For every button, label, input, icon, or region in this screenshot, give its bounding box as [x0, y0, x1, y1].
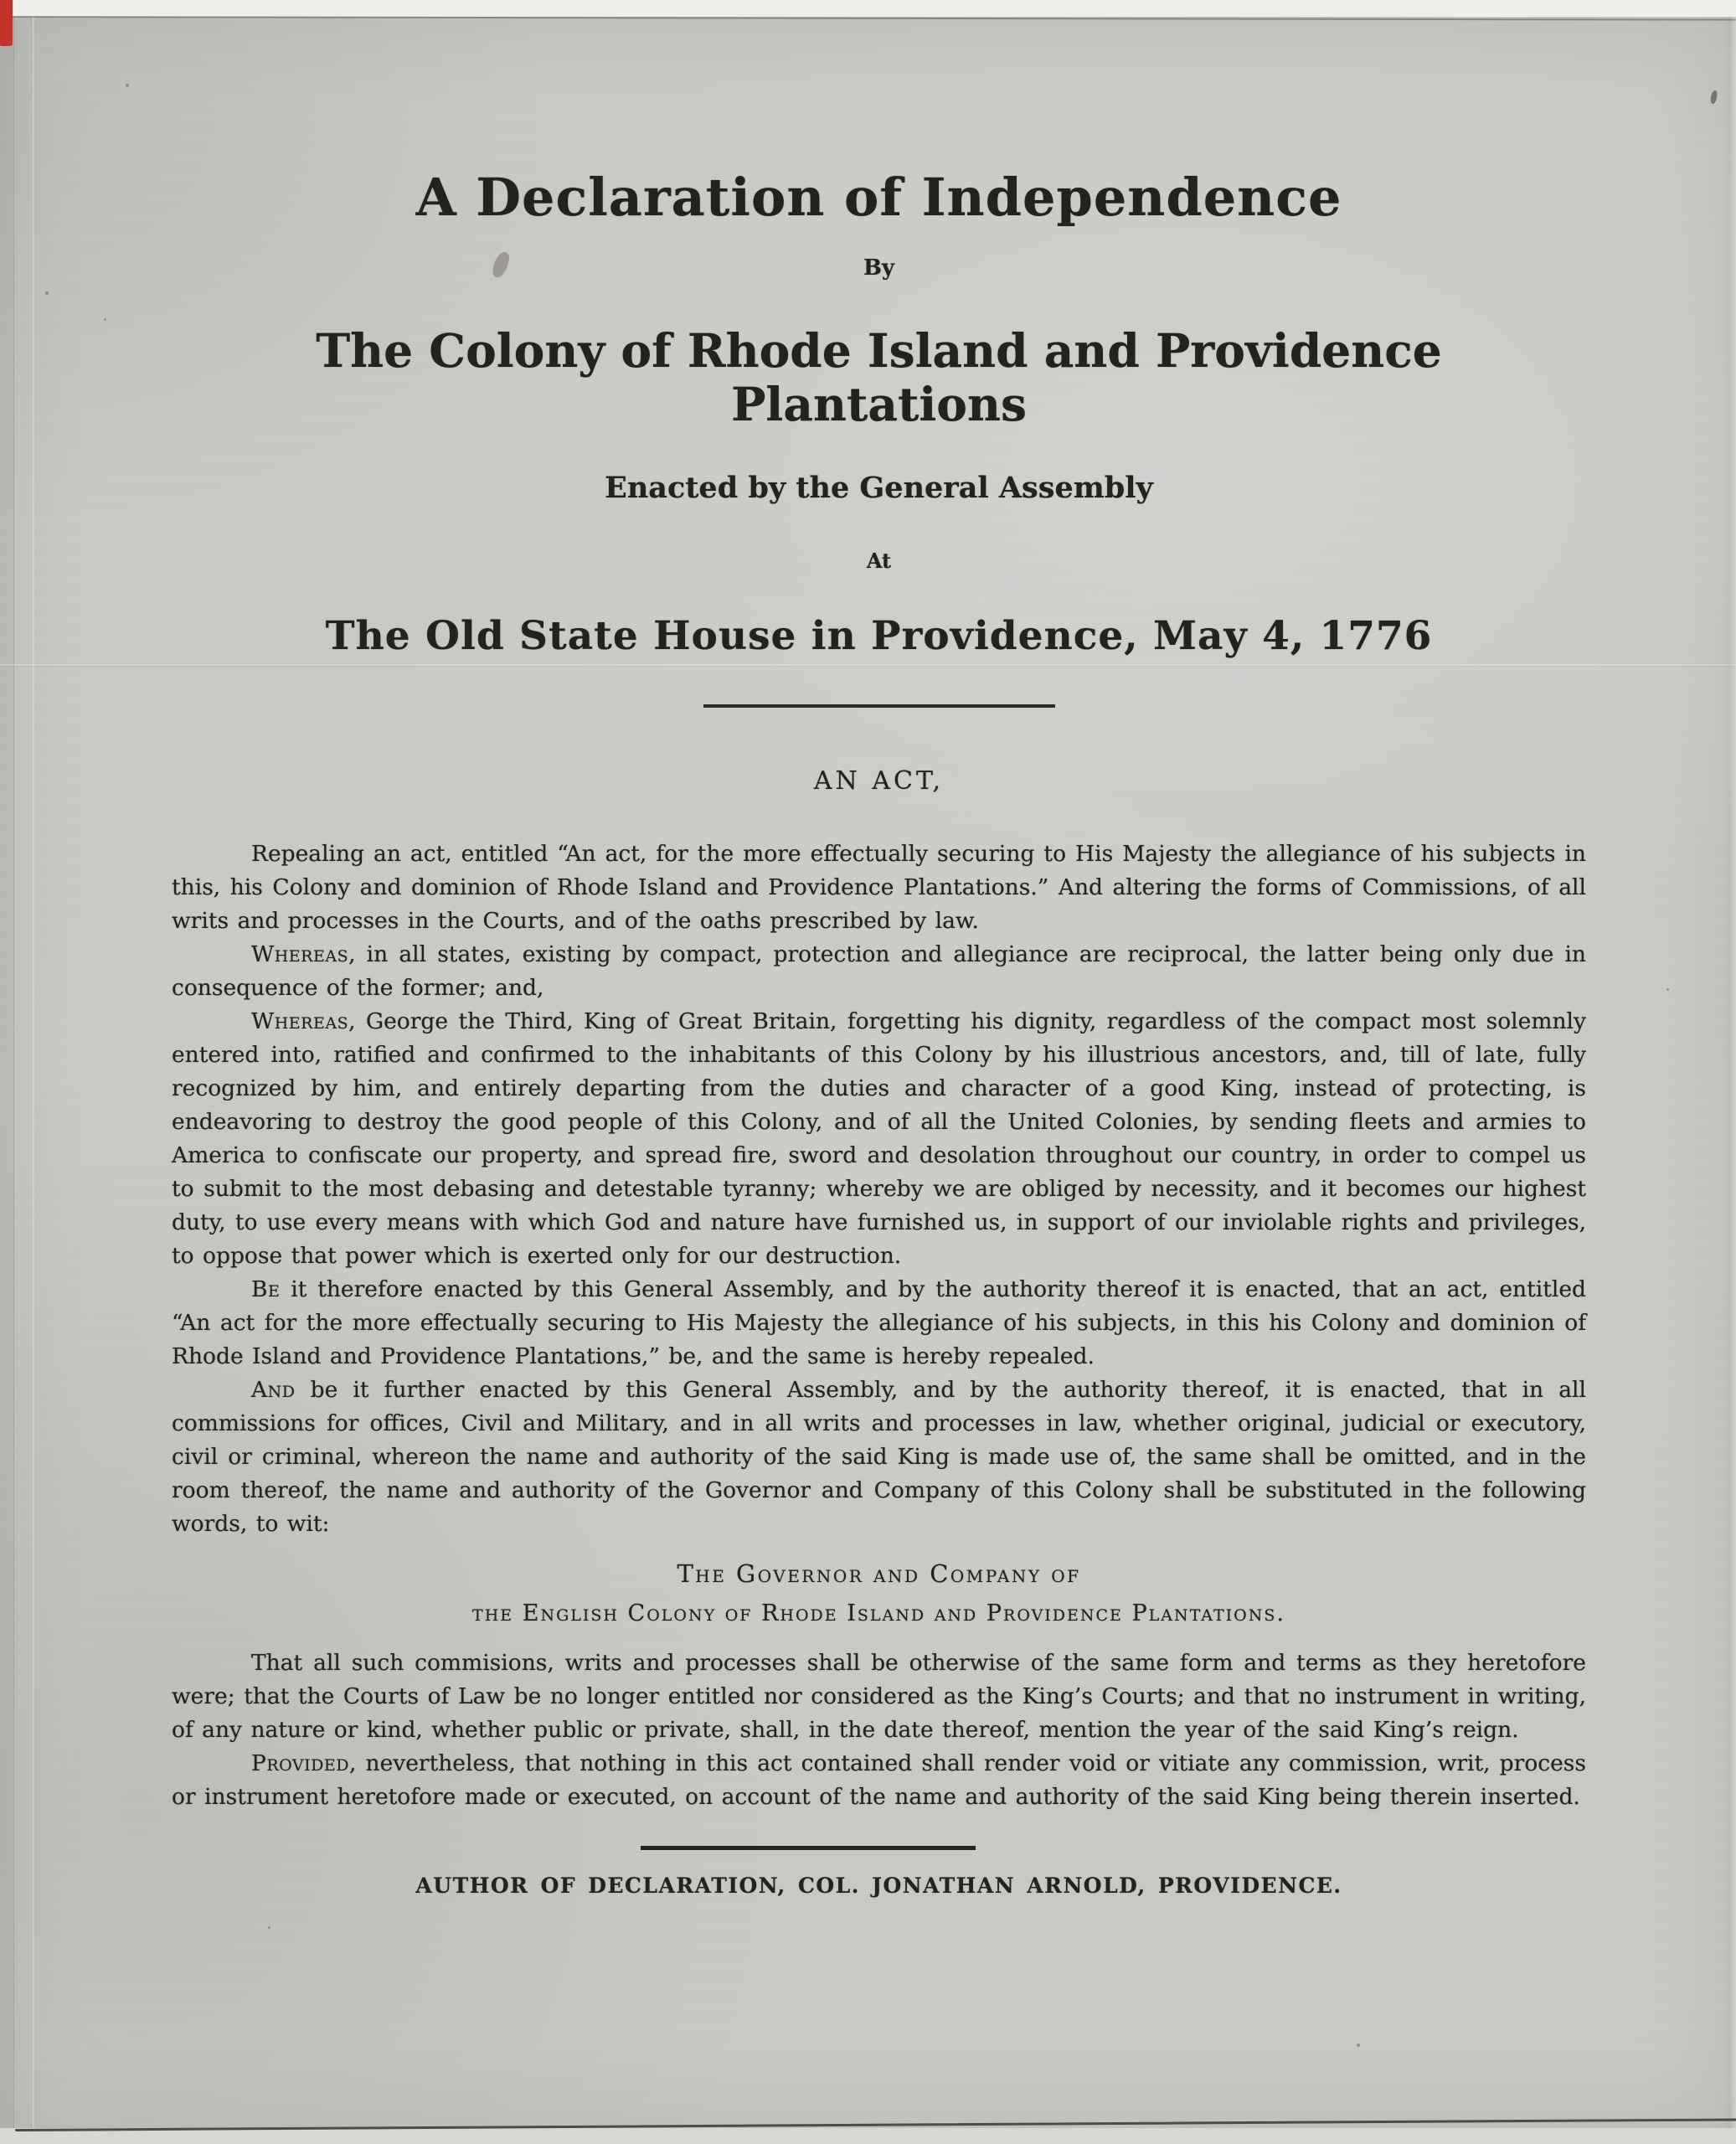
paragraph-be-it-enacted — [172, 1273, 1586, 1374]
paragraph-whereas-2 — [172, 1005, 1586, 1273]
paragraph-text: , George the Third, King of Great Britain, forgetting his dignity, regardless of the compact most solemnly entered into, ratified and confirmed to the inhabitants of this Colony by his illustrious ancestors, and, till of late, fully recognized by him, and entirely departing from the duties and character of a good King, instead of protecting, is endeavoring to destroy the good people of this Colony, and of all the United Colonies, by sending fleets and armies to America to confiscate our property, and spread fire, sword and desolation throughout our country, in order to compel us to submit to the most debasing and detestable tyranny; whereby we are obliged by necessity, and it becomes our highest duty, to use every means with which God and nature have furnished us, in support of our inviolable rights and privileges, to oppose that power which is exerted only for our destruction. — [172, 1008, 1586, 1269]
paragraph-repealing — [172, 838, 1586, 938]
act-heading: AN ACT, — [813, 765, 945, 796]
paragraph-that-all — [172, 1647, 1586, 1747]
paragraph-text: be it further enacted by this General Assembly, and by the authority thereof, it is enacted, that in all commissions for offices, Civil and Military, and in all writs and processes in law, whether original, judicial or executory, civil or criminal, whereon the name and authority of the said King is made use of, the same shall be omitted, and in the room thereof, the name and authority of the Governor and Company of this Colony shall be substituted in the following words, to wit: — [172, 1376, 1586, 1537]
paragraph-text: , nevertheless, that nothing in this act contained shall render void or vitiate any commission, writ, process or instrument heretofore made or executed, on account of the name and authority of the said King being therein inserted. — [172, 1750, 1586, 1810]
location-line: The Old State House in Providence, May 4, 1776 — [325, 612, 1433, 659]
colony-subtitle: The Colony of Rhode Island and Providence Plantations — [316, 323, 1442, 431]
paper-left-edge — [13, 17, 14, 2128]
dust-speck — [126, 84, 129, 87]
act-body — [172, 838, 1586, 1541]
paragraph-text: , in all states, existing by compact, protection and allegiance are reciprocal, the latter being only due in consequence of the former; and, — [172, 941, 1586, 1001]
paragraph-text: That all such commisions, writs and processes shall be otherwise of the same form and terms as they heretofore were; that the Courts of Law be no longer entitled nor considered as the King’s Courts; and that no instrument in writing, of any nature or kind, whether public or private, shall, in the date thereof, mention the year of the said King’s reign. — [172, 1649, 1586, 1743]
enacted-line: Enacted by the General Assembly — [605, 470, 1153, 505]
dust-speck — [1666, 988, 1669, 991]
paragraph-text: it therefore enacted by this General Assembly, and by the authority thereof it is enacted, that an act, entitled “An act for the more effectually securing to His Majesty the allegiance of his subjects, in this his Colony and dominion of Rhode Island and Providence Plantations,” be, and the same is hereby repealed. — [172, 1276, 1586, 1369]
author-line: AUTHOR OF DECLARATION, COL. JONATHAN ARNOLD, PROVIDENCE. — [415, 1873, 1342, 1898]
paragraph-provided — [172, 1747, 1586, 1814]
dust-speck — [45, 291, 49, 295]
act-body-closing — [172, 1647, 1586, 1814]
paper-right-edge — [1724, 17, 1736, 2128]
document-title: A Declaration of Independence — [415, 167, 1342, 228]
scanner-background-bottom — [0, 2128, 1736, 2144]
paragraph-whereas-1 — [172, 938, 1586, 1005]
fold-line — [32, 17, 34, 2128]
proclamation-heading — [172, 1553, 1586, 1633]
lead-word: Whereas — [251, 941, 349, 967]
proclamation-line-1: The Governor and Company of — [677, 1559, 1081, 1588]
dust-speck — [1357, 2044, 1360, 2047]
dust-speck — [104, 318, 106, 321]
paragraph-and-further — [172, 1374, 1586, 1541]
lead-word: And — [251, 1376, 296, 1403]
document-content — [172, 0, 1586, 1898]
title-divider — [703, 704, 1055, 708]
closing-divider — [641, 1846, 976, 1850]
paragraph-text: Repealing an act, entitled “An act, for the more effectually securing to His Majesty the allegiance of his subjects in this, his Colony and dominion of Rhode Island and Providence Plantations.” And altering the forms of Commissions, of all writs and processes in the Courts, and of the oaths prescribed by law. — [172, 840, 1586, 934]
by-label: By — [863, 255, 895, 281]
red-edge-mark — [0, 0, 13, 46]
paper-left-edge-shade — [0, 17, 13, 2128]
lead-word: Provided — [251, 1750, 349, 1776]
dust-speck — [268, 1926, 270, 1929]
at-label: At — [866, 548, 892, 573]
lead-word: Be — [251, 1276, 281, 1302]
proclamation-line-2: the English Colony of Rhode Island and Providence Plantations. — [472, 1600, 1285, 1626]
lead-word: Whereas — [251, 1008, 349, 1034]
